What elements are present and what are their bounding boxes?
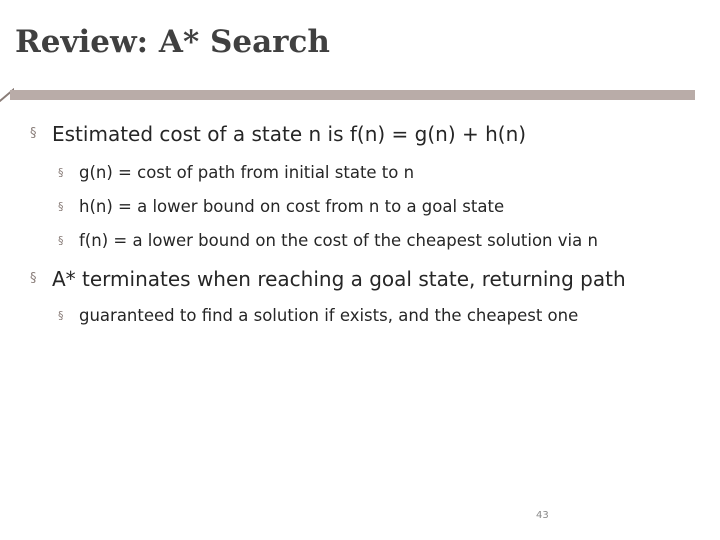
bullet-marker-icon: § [58, 166, 64, 179]
sub-bullet-text: g(n) = cost of path from initial state to n [79, 163, 415, 182]
slide-title: Review: A* Search [15, 24, 330, 60]
bullet-marker-icon: § [58, 309, 64, 322]
bullet-marker-icon: § [58, 234, 64, 247]
bullet-text: Estimated cost of a state n is f(n) = g(n) + h(n) [52, 122, 527, 146]
page-number: 43 [536, 510, 549, 521]
sub-bullet-text: guaranteed to find a solution if exists, and the cheapest one [79, 306, 579, 325]
bullet-text: A* terminates when reaching a goal state, returning path [52, 267, 626, 291]
sub-bullet-text: f(n) = a lower bound on the cost of the cheapest solution via n [79, 231, 598, 250]
bullet-marker-icon: § [30, 271, 37, 286]
title-rule [10, 90, 695, 100]
sub-bullet-text: h(n) = a lower bound on cost from n to a goal state [79, 197, 505, 216]
bullet-marker-icon: § [30, 126, 37, 141]
bullet-marker-icon: § [58, 200, 64, 213]
